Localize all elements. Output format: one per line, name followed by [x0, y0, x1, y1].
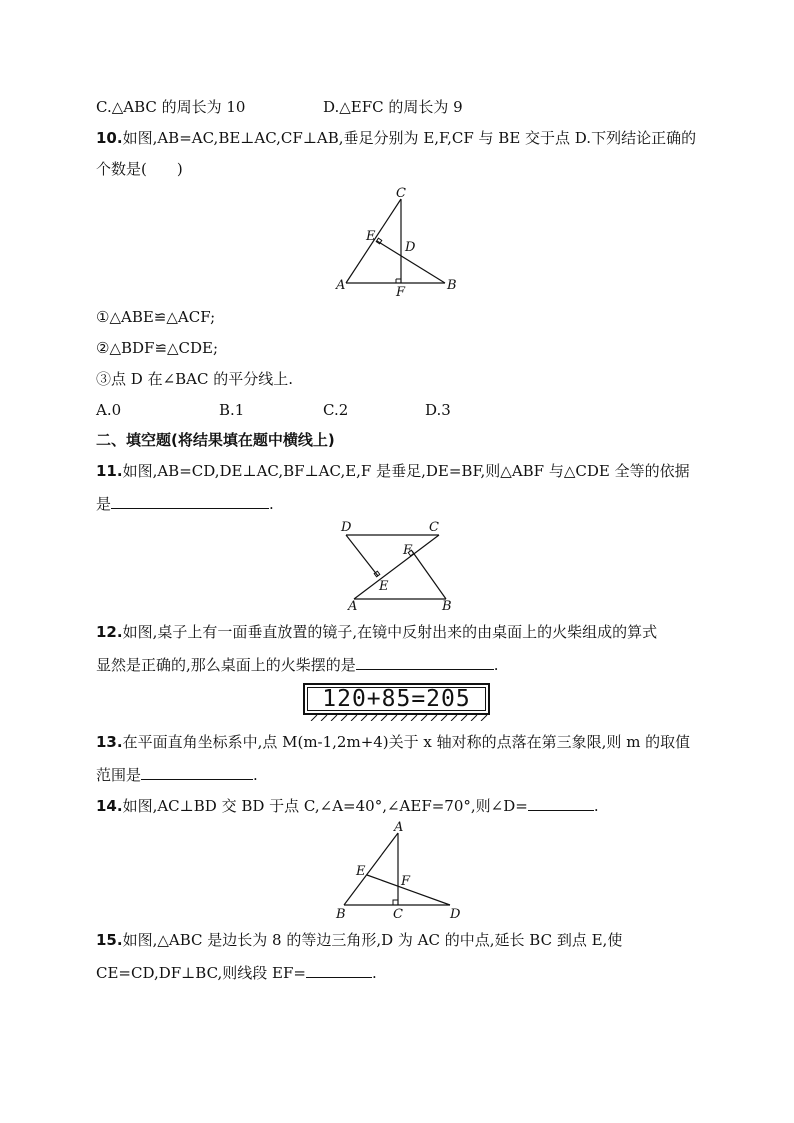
q13-text-line1: 在平面直角坐标系中,点 M(m-1,2m+4)关于 x 轴对称的点落在第三象限,则 m 的取值	[122, 733, 691, 751]
q14-label-c: C	[393, 907, 403, 922]
q10-statement-1: ①△ABE≌△ACF;	[96, 308, 216, 326]
q10-figure	[330, 183, 465, 296]
q10-text-line2: 个数是( )	[96, 160, 183, 178]
q13-answer-blank[interactable]	[141, 763, 253, 780]
q11-label-a: A	[348, 599, 358, 614]
q14-text: 如图,AC⊥BD 交 BD 于点 C,∠A=40°,∠AEF=70°,则∠D=	[122, 797, 528, 815]
q10-label-e: E	[366, 229, 376, 244]
q10-option-c: C.2	[323, 401, 349, 419]
q11-stem-line2	[96, 492, 274, 514]
q10-label-b: B	[447, 278, 457, 293]
q10-label-c: C	[396, 186, 406, 201]
q10-stem-line1	[96, 128, 696, 148]
q10-statement-2: ②△BDF≌△CDE;	[96, 339, 219, 357]
q10-number: 10.	[96, 129, 123, 147]
q13-stem-line1	[96, 732, 690, 752]
q11-number: 11.	[96, 462, 123, 480]
q15-number: 15.	[96, 931, 123, 949]
q9-option-d: D.△EFC 的周长为 9	[323, 98, 463, 116]
q12-text-line2: 显然是正确的,那么桌面上的火柴摆的是	[96, 656, 356, 674]
q10-label-f: F	[396, 285, 406, 296]
q12-text-line1: 如图,桌子上有一面垂直放置的镜子,在镜中反射出来的由桌面上的火柴组成的算式	[122, 623, 658, 641]
q12-stem-line1	[96, 622, 657, 642]
q11-label-c: C	[429, 520, 439, 535]
q14-end: .	[593, 797, 599, 815]
q12-end: .	[493, 656, 499, 674]
q10-label-a: A	[336, 278, 346, 293]
q13-stem-line2	[96, 763, 258, 785]
q10-statement-3: ③点 D 在∠BAC 的平分线上.	[96, 370, 294, 388]
q11-label-e: E	[379, 579, 389, 594]
q11-end: .	[269, 495, 274, 513]
q14-stem	[96, 794, 599, 816]
q10-text-line1: 如图,AB=AC,BE⊥AC,CF⊥AB,垂足分别为 E,F,CF 与 BE 交于点 D.下列结论正确的	[122, 129, 697, 147]
q11-label-f: F	[403, 543, 413, 558]
q13-text-line2: 范围是	[96, 766, 142, 784]
q14-label-d: D	[450, 907, 461, 922]
q15-stem-line1	[96, 930, 622, 950]
section-title: 二、填空题(将结果填在题中横线上)	[96, 431, 335, 449]
q15-text-line1: 如图,△ABC 是边长为 8 的等边三角形,D 为 AC 的中点,延长 BC 到点 E,使	[122, 931, 623, 949]
q10-option-a: A.0	[96, 401, 122, 419]
q12-table-surface	[305, 713, 488, 721]
q11-text-line1: 如图,AB=CD,DE⊥AC,BF⊥AC,E,F 是垂足,DE=BF,则△ABF 与△CDE 全等的依据	[122, 462, 690, 480]
q13-end: .	[253, 766, 258, 784]
q14-number: 14.	[96, 797, 123, 815]
q10-option-d: D.3	[425, 401, 451, 419]
q10-label-d: D	[405, 240, 416, 255]
q15-answer-blank[interactable]	[306, 961, 372, 978]
q11-label-d: D	[341, 520, 352, 535]
q11-answer-blank[interactable]	[111, 492, 269, 509]
q14-label-b: B	[336, 907, 346, 922]
q11-stem-line1	[96, 461, 690, 481]
q12-answer-blank[interactable]	[356, 653, 494, 670]
q12-number: 12.	[96, 623, 123, 641]
q11-label-b: B	[442, 599, 452, 614]
q14-figure	[330, 820, 464, 922]
q12-mirror-text: 120+85=205	[322, 686, 471, 712]
q10-option-b: B.1	[219, 401, 245, 419]
q13-number: 13.	[96, 733, 123, 751]
q9-option-c: C.△ABC 的周长为 10	[96, 98, 246, 116]
q11-figure	[336, 518, 461, 614]
q14-answer-blank[interactable]	[528, 794, 594, 811]
q14-label-e: E	[356, 864, 366, 879]
q11-text-line2: 是	[96, 495, 112, 513]
q12-mirror-box	[303, 683, 490, 715]
q15-end: .	[371, 964, 377, 982]
q14-label-f: F	[401, 874, 411, 889]
q12-mirror-figure	[303, 683, 490, 721]
q12-stem-line2	[96, 653, 499, 675]
q14-label-a: A	[394, 820, 404, 835]
q15-stem-line2	[96, 961, 377, 983]
q15-text-line2: CE=CD,DF⊥BC,则线段 EF=	[96, 964, 306, 982]
